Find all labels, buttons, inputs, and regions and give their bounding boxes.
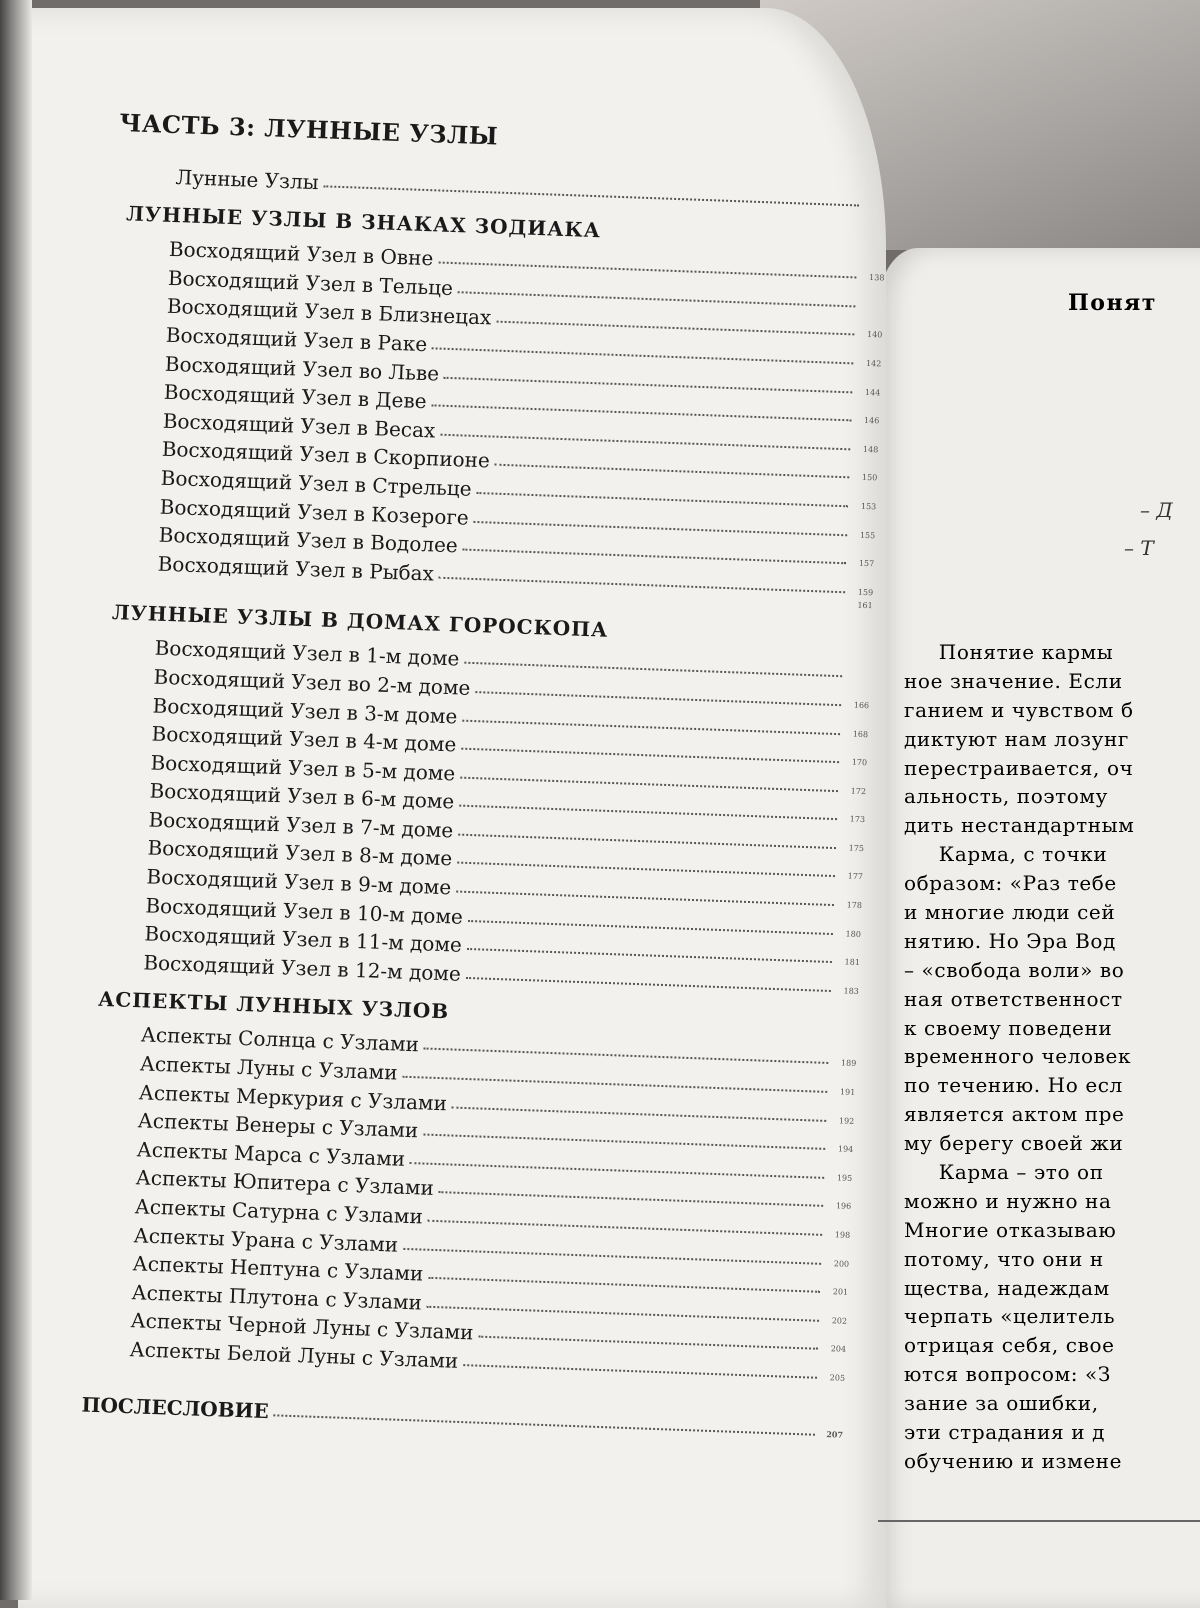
toc-entry-label: Восходящий Узел во 2-м доме	[153, 664, 471, 700]
toc-page-number: 159	[857, 587, 874, 597]
toc-entry-label: Восходящий Узел в 5-м доме	[150, 750, 456, 786]
toc-page-number: 146	[863, 415, 880, 426]
toc-entry-label: Аспекты Сатурна с Узлами	[134, 1194, 424, 1229]
body-text-line: перестраивается, оч	[904, 755, 1134, 780]
toc-entry-label: Лунные Узлы	[175, 164, 320, 194]
toc-entry-label: Аспекты Нептуна с Узлами	[132, 1251, 424, 1286]
body-text-line: альность, поэтому	[904, 784, 1108, 809]
body-text-line: временного человек	[904, 1044, 1132, 1069]
right-page-body	[904, 640, 1200, 1478]
body-text-line: является актом пре	[904, 1102, 1125, 1127]
body-text-line: ются вопросом: «З	[904, 1362, 1111, 1387]
toc-entry-label: Восходящий Узел в 1-м доме	[154, 635, 460, 671]
dot-leader	[466, 977, 831, 992]
toc-page-number: 144	[864, 387, 881, 397]
toc-page-number: 148	[862, 444, 879, 455]
toc-entry-label: Аспекты Венеры с Узлами	[137, 1108, 419, 1143]
toc-entry-label: Аспекты Черной Луны с Узлами	[130, 1308, 474, 1345]
toc-page-number: 191	[839, 1087, 856, 1097]
toc-entry-label: Восходящий Узел в Весах	[162, 408, 436, 443]
toc-sections	[75, 201, 886, 1387]
body-text-line: потому, что они н	[904, 1246, 1104, 1271]
table-of-contents	[73, 108, 889, 1443]
toc-page-number: 175	[848, 843, 865, 853]
toc-page-number: 168	[852, 729, 869, 739]
toc-entry-label: Восходящий Узел в Тельце	[167, 265, 454, 300]
toc-entry-label: ПОСЛЕСЛОВИЕ	[81, 1392, 270, 1423]
toc-page-number: 202	[831, 1316, 848, 1326]
epigraph-line: – Т	[1124, 536, 1154, 560]
toc-page-number: 192	[838, 1115, 855, 1126]
toc-entry-label: Аспекты Марса с Узлами	[136, 1137, 406, 1171]
body-text-line: щества, надеждам	[904, 1275, 1110, 1300]
toc-page-number: 170	[851, 757, 868, 768]
toc-page-number: 201	[832, 1287, 849, 1297]
toc-entry-label: Восходящий Узел во Льве	[164, 351, 440, 386]
toc-entry-label: Восходящий Узел в Водолее	[158, 522, 459, 558]
toc-page-number: 196	[835, 1201, 852, 1212]
toc-page-number: 161	[857, 600, 873, 610]
toc-page-number: 172	[850, 786, 867, 796]
toc-page-number: 198	[834, 1230, 851, 1240]
toc-page-number: 138	[868, 273, 885, 283]
toc-entry-label: Восходящий Узел в Рыбах	[157, 551, 435, 586]
toc-page-number: 155	[859, 530, 876, 540]
body-text-line: – «свобода воли» во	[904, 957, 1125, 982]
body-text-line: зание за ошибки,	[904, 1391, 1099, 1416]
toc-entry-label: Аспекты Меркурия с Узлами	[138, 1079, 448, 1115]
toc-section	[75, 986, 858, 1386]
toc-entry-label: Восходящий Узел в Близнецах	[166, 294, 492, 330]
toc-page-number: 166	[853, 700, 870, 711]
toc-page-number: 177	[847, 871, 864, 882]
toc-entry-label: Восходящий Узел в Деве	[163, 379, 428, 414]
body-text-line: образом: «Раз тебе	[904, 871, 1117, 896]
toc-entry-label: Восходящий Узел в 6-м доме	[149, 778, 455, 814]
body-text-line: Многие отказываю	[904, 1217, 1117, 1242]
toc-page-number: 173	[849, 814, 866, 825]
body-text-line: Понятие кармы	[904, 640, 1114, 664]
toc-page-number: 200	[833, 1258, 850, 1269]
body-text-line: эти страдания и д	[904, 1420, 1106, 1445]
toc-entry-label: Аспекты Урана с Узлами	[133, 1222, 399, 1257]
toc-page-number: 157	[858, 558, 875, 569]
section-title: ЛУННЫЕ УЗЛЫ В ДОМАХ ГОРОСКОПА	[111, 599, 609, 642]
toc-page-number: 205	[829, 1373, 846, 1383]
body-text-line: ганием и чувством б	[904, 697, 1134, 722]
toc-entry-label: Восходящий Узел в 3-м доме	[152, 693, 458, 728]
toc-entry-label: Восходящий Узел в Скорпионе	[161, 437, 491, 473]
toc-entry-label: Восходящий Узел в Козероге	[159, 494, 470, 530]
body-text-line: дить нестандартным	[904, 813, 1135, 838]
toc-page-number: 204	[830, 1344, 847, 1355]
toc-page-number: 189	[840, 1058, 857, 1069]
toc-page-number	[865, 209, 887, 210]
toc-entry-label: Восходящий Узел в 11-м доме	[144, 921, 463, 958]
toc-page-number: 181	[844, 957, 861, 968]
toc-entry-label: Восходящий Узел в 9-м доме	[146, 864, 452, 900]
toc-page-number: 178	[846, 900, 863, 911]
toc-page-number: 195	[836, 1173, 853, 1183]
toc-page-number: 180	[845, 929, 862, 939]
toc-entry-label: Восходящий Узел в 10-м доме	[145, 893, 464, 929]
part-title: ЧАСТЬ 3: ЛУННЫЕ УЗЛЫ	[118, 108, 499, 151]
toc-page-number	[848, 681, 870, 682]
right-page-title: Понят	[1068, 290, 1157, 316]
toc-page-number: 207	[826, 1428, 844, 1440]
toc-page-number: 183	[843, 986, 860, 996]
body-text-line: обучению и измене	[904, 1448, 1123, 1473]
body-text-line: диктуют нам лозунг	[904, 726, 1130, 751]
toc-page-number: 194	[837, 1144, 854, 1155]
toc-entry-label: Восходящий Узел в Стрельце	[160, 465, 473, 501]
body-text-line: нятию. Но Эра Вод	[904, 928, 1116, 953]
toc-entry-label: Восходящий Узел в Овне	[168, 237, 434, 271]
toc-page-number	[861, 310, 883, 311]
section-title: АСПЕКТЫ ЛУННЫХ УЗЛОВ	[97, 986, 450, 1024]
dot-leader	[463, 1364, 817, 1379]
epigraph-line: – Д	[1140, 498, 1173, 522]
body-text-line: черпать «целитель	[904, 1304, 1116, 1329]
toc-entry-label: Аспекты Юпитера с Узлами	[135, 1165, 435, 1201]
toc-section	[103, 201, 886, 613]
toc-entry-label: Восходящий Узел в 12-м доме	[143, 950, 462, 986]
toc-entry-label: Аспекты Белой Луны с Узлами	[129, 1337, 459, 1373]
footnote-rule	[878, 1520, 1200, 1522]
toc-entry-label: Аспекты Солнца с Узлами	[140, 1022, 420, 1057]
body-text-line: можно и нужно на	[904, 1188, 1112, 1213]
body-text-line: Карма, с точки	[904, 842, 1108, 867]
toc-page-number: 140	[866, 330, 883, 340]
toc-entry-label: Восходящий Узел в Раке	[165, 322, 428, 357]
book-spine-edge	[0, 0, 32, 1600]
toc-entry-label: Аспекты Луны с Узлами	[139, 1051, 398, 1085]
body-text-line: по течению. Но есл	[904, 1073, 1123, 1098]
toc-page-number: 142	[865, 358, 882, 369]
body-text-line: отрицая себя, свое	[904, 1333, 1115, 1358]
body-text-line: ная ответственност	[904, 986, 1123, 1011]
toc-page-number: 153	[860, 501, 877, 512]
toc-entry-label: Восходящий Узел в 7-м доме	[148, 807, 454, 843]
body-text-line: Карма – это оп	[904, 1160, 1104, 1185]
body-text-line: и многие люди сей	[904, 900, 1116, 925]
body-text-line: му берегу своей жи	[904, 1131, 1124, 1156]
toc-section	[89, 599, 872, 999]
toc-entry-label: Восходящий Узел в 4-м доме	[151, 721, 457, 757]
body-text-line: ное значение. Если	[904, 668, 1123, 693]
body-text-line: к своему поведени	[904, 1015, 1113, 1040]
toc-page-number: 150	[861, 473, 878, 483]
section-title: ЛУННЫЕ УЗЛЫ В ЗНАКАХ ЗОДИАКА	[125, 200, 602, 242]
dot-leader	[324, 185, 860, 206]
toc-entry-label: Аспекты Плутона с Узлами	[131, 1279, 423, 1315]
toc-entry-label: Восходящий Узел в 8-м доме	[147, 835, 453, 871]
